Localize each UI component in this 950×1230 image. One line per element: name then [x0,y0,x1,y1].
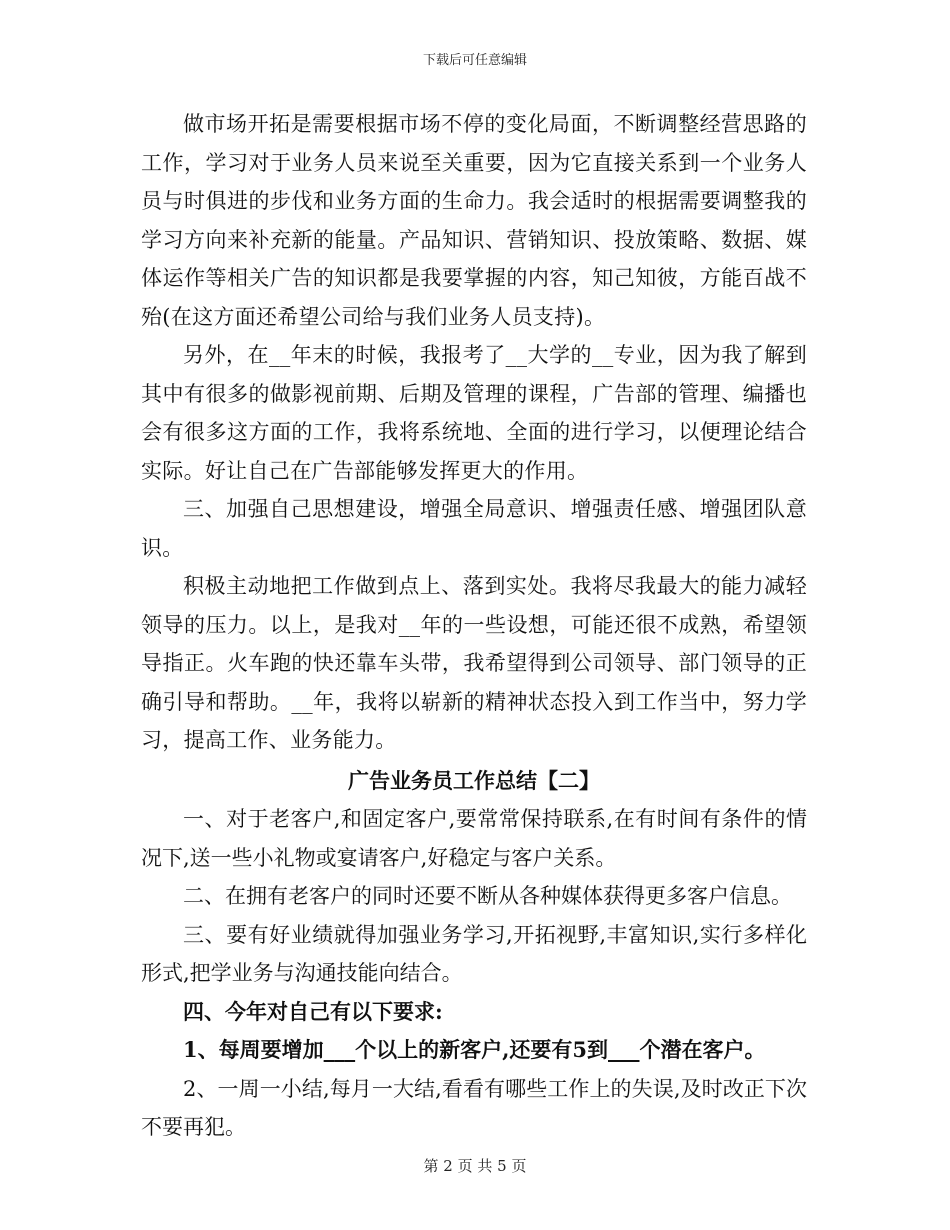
section-title: 广告业务员工作总结【二】 [348,767,600,793]
paragraph-university-study: 另外，在__年末的时候，我报考了__大学的__专业，因为我了解到其中有很多的做影视前期、后期及管理的课程，广告部的管理、编播也会有很多这方面的工作，我将系统地、全面的进行学习，以便理论结合实际。好让自己在广告部能够发挥更大的作用。 [141,343,807,483]
paragraph-old-customers: 一、对于老客户,和固定客户,要常常保持联系,在有时间有条件的情况下,送一些小礼物或宴请客户,好稳定与客户关系。 [141,807,807,870]
paragraph-market-learning: 做市场开拓是需要根据市场不停的变化局面，不断调整经营思路的工作，学习对于业务人员来说至关重要，因为它直接关系到一个业务人员与时俱进的步伐和业务方面的生命力。我会适时的根据需要调整我的学习方向来补充新的能量。产品知识、营销知识、投放策略、数据、媒体运作等相关广告的知识都是我要掌握的内容，知己知彼，方能百战不殆(在这方面还希望公司给与我们业务人员支持)。 [141,112,807,329]
page-header: 下载后可任意编辑 [422,53,527,68]
document-body [141,105,807,1147]
page-footer: 第 2 页 共 5 页 [423,1157,527,1175]
paragraph-requirements-heading: 四、今年对自己有以下要求: [183,998,443,1024]
paragraph-weekly-customers: 1、每周要增加___个以上的新客户,还要有5到___个潜在客户。 [183,1037,766,1062]
paragraph-work-outlook: 积极主动地把工作做到点上、落到实处。我将尽我最大的能力减轻领导的压力。以上，是我对__年的一些设想，可能还很不成熟，希望领导指正。火车跑的快还靠车头带，我希望得到公司领导、部门领导的正确引导和帮助。__年，我将以崭新的精神状态投入到工作当中，努力学习，提高工作、业务能力。 [141,574,807,752]
paragraph-customer-info: 二、在拥有老客户的同时还要不断从各种媒体获得更多客户信息。 [183,884,792,908]
paragraph-weekly-summary: 2、一周一小结,每月一大结,看看有哪些工作上的失误,及时改正下次不要再犯。 [141,1076,807,1139]
paragraph-business-study: 三、要有好业绩就得加强业务学习,开拓视野,丰富知识,实行多样化形式,把学业务与沟通技能向结合。 [141,922,807,985]
paragraph-thought-building: 三、加强自己思想建设，增强全局意识、增强责任感、增强团队意识。 [141,497,807,560]
